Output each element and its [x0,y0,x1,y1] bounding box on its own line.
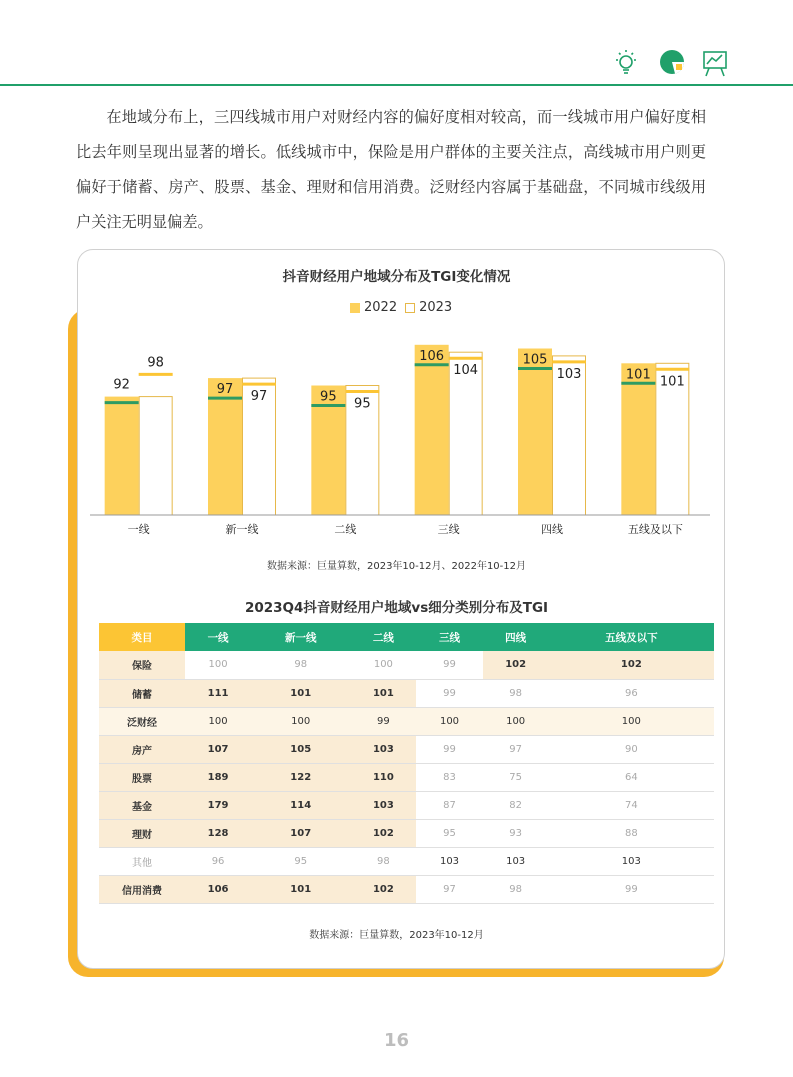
table-row-category: 其他 [99,847,185,875]
table-title: 2023Q4抖音财经用户地域vs细分类别分布及TGI [244,600,549,616]
table-cell: 122 [251,763,350,791]
lightbulb-icon [616,50,636,73]
table-cell: 98 [483,875,549,903]
chart-source: 数据来源：巨量算数，2023年10-12月、2022年10-12月 [266,561,526,572]
table-header-new-tier1: 新一线 [251,623,350,651]
table-cell: 100 [185,707,251,735]
table-cell: 93 [483,819,549,847]
bar-2022 [415,345,449,515]
presentation-icon [704,52,726,76]
intro-paragraph [76,100,706,240]
data-label-2023: 101 [659,374,685,390]
bar-2022 [105,397,139,515]
legend-swatch-2022 [350,303,360,313]
table-header-row [99,623,714,651]
tgi-table [99,623,714,904]
table-cell: 100 [350,651,416,679]
table-row-category: 泛财经 [99,707,185,735]
x-tick-label: 五线及以下 [627,523,683,536]
table-cell: 111 [185,679,251,707]
legend-swatch-2023 [405,303,415,313]
table-cell: 99 [416,679,482,707]
table-header-tier3: 三线 [416,623,482,651]
table-cell: 101 [251,875,350,903]
table-header-tier4: 四线 [483,623,549,651]
bar-2022 [621,363,655,515]
x-tick-label: 新一线 [225,523,259,536]
table-row [99,819,714,847]
table-cell: 107 [251,819,350,847]
table-row [99,847,714,875]
table-row [99,679,714,707]
table-cell: 74 [549,791,714,819]
table-row-category: 信用消费 [99,875,185,903]
table-cell: 83 [416,763,482,791]
chart-legend [350,300,456,315]
table-cell: 102 [350,875,416,903]
table-cell: 95 [416,819,482,847]
table-cell: 82 [483,791,549,819]
table-cell: 98 [483,679,549,707]
page-number: 16 [383,1030,410,1051]
table-header-tier1: 一线 [185,623,251,651]
table-cell: 99 [416,735,482,763]
table-cell: 102 [483,651,549,679]
table-cell: 98 [251,651,350,679]
table-cell: 97 [483,735,549,763]
data-label-2023: 104 [453,363,479,379]
table-cell: 99 [416,651,482,679]
data-label-2023: 103 [556,366,582,382]
table-row [99,763,714,791]
data-label-2023: 98 [147,355,164,371]
bar-chart [90,320,720,545]
table-cell: 98 [350,847,416,875]
table-cell: 128 [185,819,251,847]
bar-2022 [518,349,552,516]
table-cell: 102 [549,651,714,679]
x-tick-label: 三线 [437,523,460,536]
table-row [99,875,714,903]
table-cell: 88 [549,819,714,847]
table-cell: 179 [185,791,251,819]
table-cell: 64 [549,763,714,791]
table-cell: 103 [416,847,482,875]
table-cell: 100 [483,707,549,735]
intro-text: 在地域分布上，三四线城市用户对财经内容的偏好度相对较高，而一线城市用户偏好度相比去年则呈现出显著的增长。低线城市中，保险是用户群体的主要关注点，高线城市用户则更偏好于储蓄、房产、股票、基金、理财和信用消费。泛财经内容属于基础盘，不同城市线级用户关注无明显偏差。 [76,108,706,231]
table-cell: 100 [185,651,251,679]
table-cell: 114 [251,791,350,819]
table-header-category: 类目 [99,623,185,651]
table-cell: 101 [350,679,416,707]
legend-label-2022: 2022 [364,300,398,315]
data-label-2023: 95 [354,396,371,412]
table-cell: 102 [350,819,416,847]
table-cell: 75 [483,763,549,791]
data-label-2022: 97 [216,382,234,398]
table-cell: 96 [185,847,251,875]
table-cell: 100 [416,707,482,735]
header-icons [612,46,730,80]
x-tick-label: 一线 [127,523,150,536]
data-label-2022: 92 [113,377,130,393]
table-cell: 101 [251,679,350,707]
table-row-category: 保险 [99,651,185,679]
table-cell: 100 [251,707,350,735]
table-cell: 106 [185,875,251,903]
chart-title: 抖音财经用户地域分布及TGI变化情况 [282,269,511,285]
bar-2023 [139,397,172,515]
table-cell: 105 [251,735,350,763]
header-divider [0,84,793,86]
table-cell: 99 [350,707,416,735]
table-cell: 103 [350,735,416,763]
data-label-2023: 97 [250,389,268,405]
table-source: 数据来源：巨量算数，2023年10-12月 [309,930,484,941]
x-tick-label: 四线 [541,523,563,536]
data-label-2022: 105 [522,352,548,368]
table-cell: 96 [549,679,714,707]
table-row [99,791,714,819]
data-label-2022: 106 [419,348,445,364]
table-cell: 189 [185,763,251,791]
table-header-tier5-below: 五线及以下 [549,623,714,651]
table-row [99,735,714,763]
table-cell: 99 [549,875,714,903]
table-cell: 103 [549,847,714,875]
data-label-2022: 101 [625,367,651,383]
table-cell: 97 [416,875,482,903]
pie-chart-icon [660,50,684,74]
table-row [99,707,714,735]
table-row [99,651,714,679]
table-cell: 100 [549,707,714,735]
table-cell: 95 [251,847,350,875]
table-cell: 110 [350,763,416,791]
x-tick-label: 二线 [334,523,357,536]
table-header-tier2: 二线 [350,623,416,651]
table-row-category: 基金 [99,791,185,819]
table-row-category: 储蓄 [99,679,185,707]
table-cell: 103 [483,847,549,875]
table-cell: 90 [549,735,714,763]
data-label-2022: 95 [320,389,337,405]
table-row-category: 理财 [99,819,185,847]
table-cell: 87 [416,791,482,819]
table-cell: 103 [350,791,416,819]
table-row-category: 房产 [99,735,185,763]
table-row-category: 股票 [99,763,185,791]
legend-label-2023: 2023 [419,300,453,315]
table-cell: 107 [185,735,251,763]
